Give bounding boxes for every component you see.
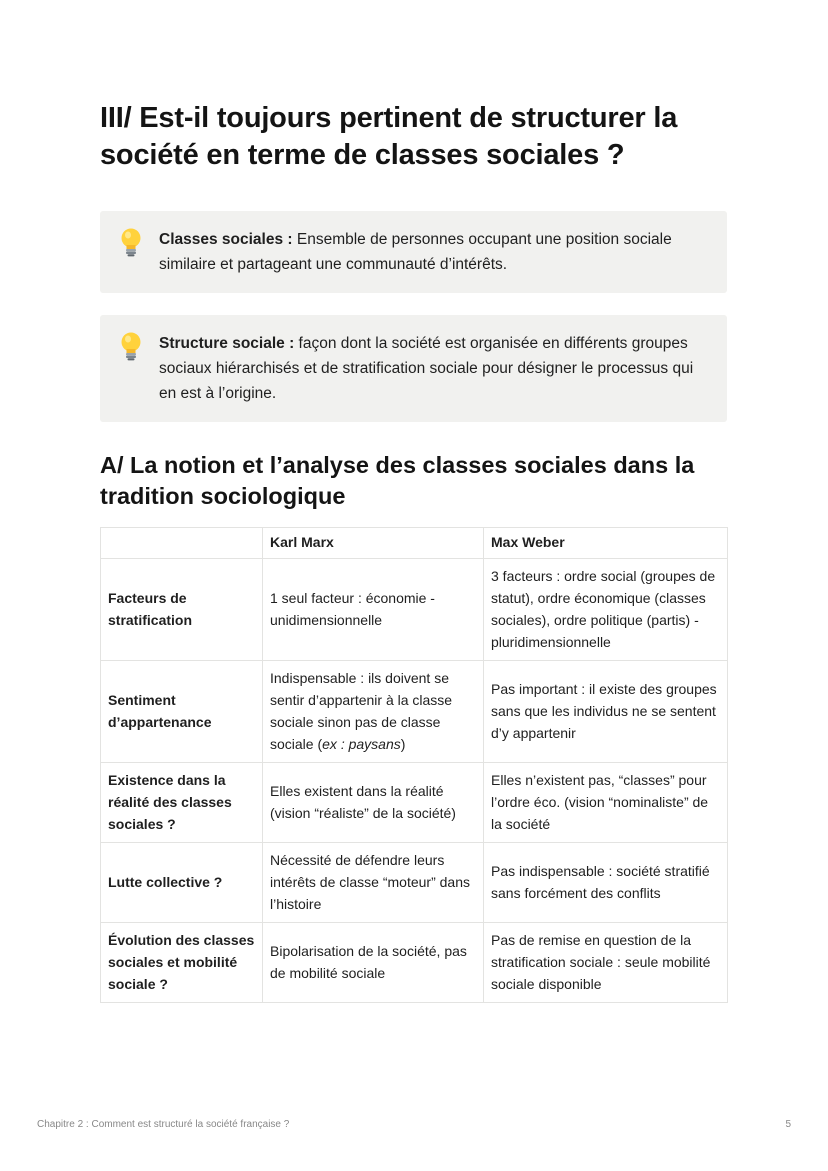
cell-marx: Nécessité de défendre leurs intérêts de classe “moteur” dans l’histoire xyxy=(263,843,484,923)
table-header-row xyxy=(101,528,728,559)
cell-marx xyxy=(263,661,484,763)
comparison-table xyxy=(100,527,728,1003)
callout-definition-classes-sociales xyxy=(100,211,727,293)
header-cell-empty xyxy=(101,528,263,559)
lightbulb-icon xyxy=(118,331,146,406)
footer-chapter-title: Chapitre 2 : Comment est structuré la société française ? xyxy=(37,1119,290,1130)
page-footer xyxy=(37,1119,791,1130)
cell-weber: Pas de remise en question de la stratification sociale : seule mobilité sociale disponible xyxy=(484,923,728,1003)
cell-marx: Bipolarisation de la société, pas de mobilité sociale xyxy=(263,923,484,1003)
header-cell-max-weber: Max Weber xyxy=(484,528,728,559)
row-label: Facteurs de stratification xyxy=(101,559,263,661)
callout-text xyxy=(159,227,709,277)
cell-marx: 1 seul facteur : économie - unidimensionnelle xyxy=(263,559,484,661)
cell-weber: Pas indispensable : société stratifié sans forcément des conflits xyxy=(484,843,728,923)
table-row xyxy=(101,923,728,1003)
callout-text xyxy=(159,331,709,406)
table-row xyxy=(101,661,728,763)
cell-marx: Elles existent dans la réalité (vision “réaliste” de la société) xyxy=(263,763,484,843)
table-row xyxy=(101,763,728,843)
cell-weber: Pas important : il existe des groupes sans que les individus ne se sentent d’y appartenir xyxy=(484,661,728,763)
subsection-title: A/ La notion et l’analyse des classes sociales dans la tradition sociologique xyxy=(100,452,695,509)
table-row xyxy=(101,843,728,923)
footer-page-number: 5 xyxy=(785,1119,791,1130)
table-row xyxy=(101,559,728,661)
cell-example-italic: ex : paysans xyxy=(322,736,401,752)
cell-text: ) xyxy=(400,736,406,752)
header-cell-karl-marx: Karl Marx xyxy=(263,528,484,559)
lightbulb-icon xyxy=(118,227,146,277)
row-label: Sentiment d’appartenance xyxy=(101,661,263,763)
row-label: Existence dans la réalité des classes sociales ? xyxy=(101,763,263,843)
callout-definition-structure-sociale xyxy=(100,315,727,422)
page-content xyxy=(100,100,727,1003)
callout-definition: Ensemble de personnes occupant une position sociale similaire et partageant une communauté d’intérêts. xyxy=(159,231,672,273)
cell-weber: Elles n’existent pas, “classes” pour l’ordre éco. (vision “nominaliste” de la société xyxy=(484,763,728,843)
section-title: III/ Est-il toujours pertinent de structurer la société en terme de classes sociales ? xyxy=(100,102,678,171)
cell-weber: 3 facteurs : ordre social (groupes de statut), ordre économique (classes sociales), ordre politique (partis) - pluridimensionnelle xyxy=(484,559,728,661)
row-label: Évolution des classes sociales et mobilité sociale ? xyxy=(101,923,263,1003)
cell-text: Indispensable : ils doivent se sentir d’appartenir à la classe sociale sinon pas de classe sociale ( xyxy=(270,670,453,752)
row-label: Lutte collective ? xyxy=(101,843,263,923)
callout-definition: façon dont la société est organisée en différents groupes sociaux hiérarchisés et de stratification sociale pour désigner le processus qui en est à l’origine. xyxy=(159,335,694,402)
callout-term: Classes sociales : xyxy=(159,231,293,248)
callout-term: Structure sociale : xyxy=(159,335,295,352)
